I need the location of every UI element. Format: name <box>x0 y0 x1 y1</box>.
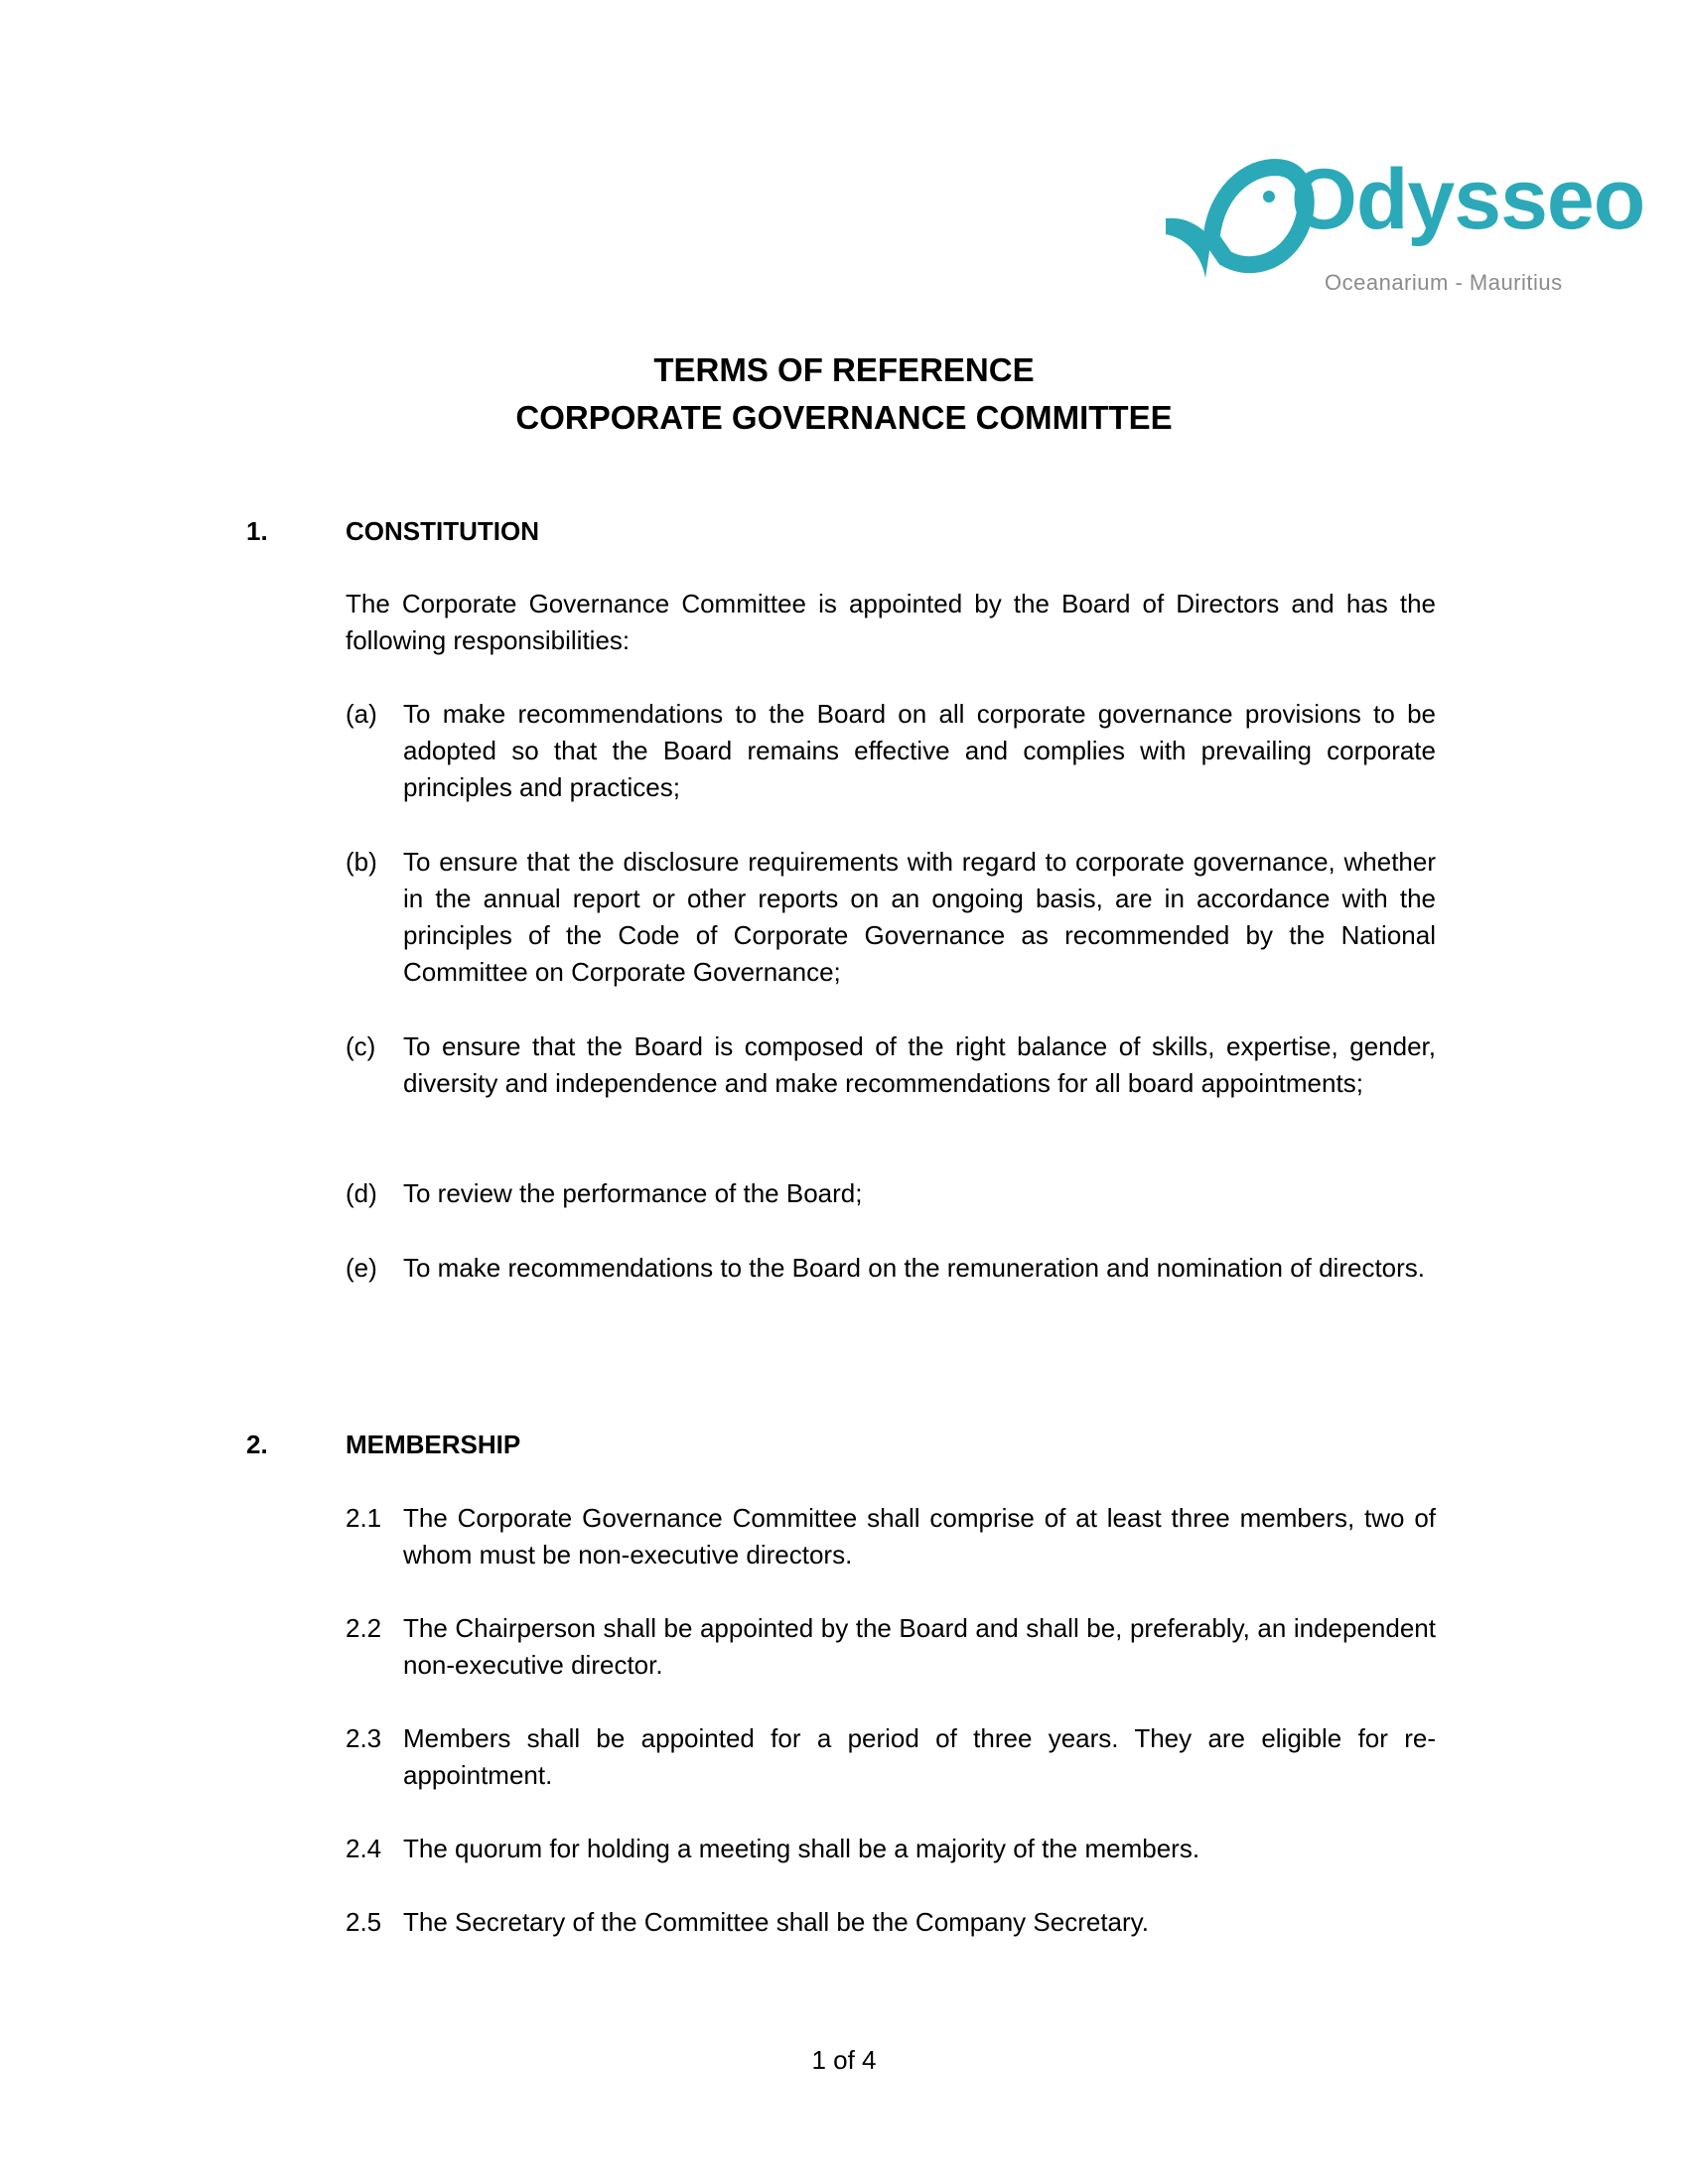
logo-tagline: Oceanarium - Mauritius <box>1325 270 1563 295</box>
list-item-text: To make recommendations to the Board on all corporate governance provisions to be adopted so that the Board remains effective and complies with prevailing corporate principles and practices; <box>403 699 1436 802</box>
document-title-line-2: CORPORATE GOVERNANCE COMMITTEE <box>515 399 1173 436</box>
list-item-label: (c) <box>346 1031 376 1061</box>
section-number: 1. <box>246 516 268 546</box>
document-title-line-1: TERMS OF REFERENCE <box>653 351 1035 388</box>
logo-wordmark: Odysseo <box>1291 152 1645 247</box>
list-item-text: The quorum for holding a meeting shall be a majority of the members. <box>403 1834 1200 1863</box>
list-item-label: 2.1 <box>346 1503 382 1533</box>
section-number: 2. <box>246 1430 268 1459</box>
section-intro: The Corporate Governance Committee is appointed by the Board of Directors and has the following responsibilities: <box>346 589 1436 655</box>
list-item-label: (a) <box>346 699 377 729</box>
list-item-label: 2.4 <box>346 1834 382 1863</box>
section-heading: CONSTITUTION <box>346 516 539 546</box>
list-item-label: (e) <box>346 1253 377 1283</box>
list-item-label: 2.5 <box>346 1907 382 1937</box>
odysseo-logo <box>1162 147 1645 306</box>
list-item-text: To make recommendations to the Board on the remuneration and nomination of directors. <box>403 1253 1426 1283</box>
list-item-text: To ensure that the Board is composed of the right balance of skills, expertise, gender, diversity and independence and make recommendations for all board appointments; <box>403 1031 1436 1098</box>
list-item-label: 2.3 <box>346 1723 382 1753</box>
section-heading: MEMBERSHIP <box>346 1430 521 1459</box>
list-item-text: Members shall be appointed for a period of three years. They are eligible for re-appointment. <box>403 1723 1436 1790</box>
list-item-label: (d) <box>346 1178 377 1208</box>
list-item-text: To ensure that the disclosure requirements with regard to corporate governance, whether in the annual report or other reports on an ongoing basis, are in accordance with the principles of the Code of Corporate Governance as recommended by the National Committee on Corporate Governance; <box>403 847 1436 987</box>
list-item-label: 2.2 <box>346 1613 382 1643</box>
list-item-text: The Corporate Governance Committee shall comprise of at least three members, two of whom must be non-executive directors. <box>403 1503 1436 1570</box>
page-number: 1 of 4 <box>811 2045 877 2075</box>
list-item-text: The Chairperson shall be appointed by the Board and shall be, preferably, an independent non-executive director. <box>403 1613 1436 1680</box>
list-item-label: (b) <box>346 847 377 877</box>
list-item-text: The Secretary of the Committee shall be the Company Secretary. <box>403 1907 1149 1937</box>
list-item-text: To review the performance of the Board; <box>403 1178 863 1208</box>
